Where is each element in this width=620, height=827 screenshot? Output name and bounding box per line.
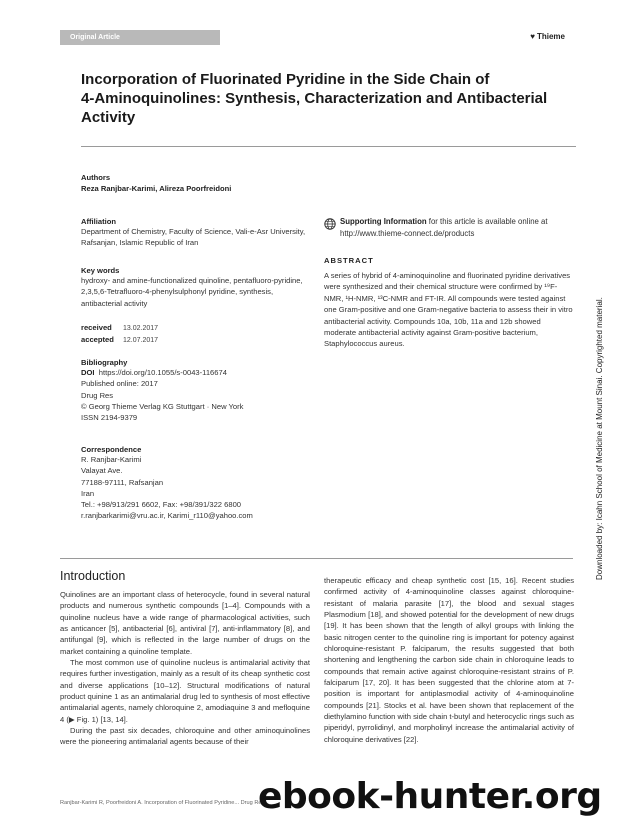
keywords-text: hydroxy- and amine-functionalized quinoline, pentafluoro-pyridine, 2,3,5,6-Tetrafluoro-4-phenylsulphonyl pyridine, synthesis, antibacterial activity: [81, 276, 303, 308]
watermark: ebook-hunter.org: [258, 776, 602, 817]
intro-paragraph: The most common use of quinoline nucleus is antimalarial activity that requires further investigation, mainly as a result of its cheap synthetic cost and diverse applications [10–12]. Structural modifications of natural product quinine 1 as an antimalarial drug led to synthesis of most effective antimalarial agents, namely chloroquine 2, amodiaquine 3 and mefloquine 4 (▶ Fig. 1) [13, 14].: [60, 658, 310, 724]
download-notice: Downloaded by: Icahn School of Medicine at Mount Sinai. Copyrighted material.: [595, 297, 604, 580]
supporting-label: Supporting Information: [340, 217, 427, 226]
affiliation-label: Affiliation: [81, 217, 117, 226]
title-line: Activity: [81, 109, 136, 126]
intro-paragraph: During the past six decades, chloroquine and other aminoquinolines were the pioneering antimalarial agents because of their: [60, 726, 310, 747]
correspondence-line: 77188-97111, Rafsanjan: [81, 477, 164, 487]
thieme-mark-icon: ♥: [530, 32, 535, 41]
authors-label: Authors: [81, 173, 111, 182]
authors-block: [81, 173, 306, 193]
author-names: Reza Ranjbar-Karimi, Alireza Poorfreidoni: [81, 184, 232, 193]
doi-label: DOI: [81, 368, 95, 377]
received-date: 13.02.2017: [123, 325, 159, 332]
received-label: received: [81, 323, 112, 332]
correspondence-line: Iran: [81, 488, 95, 498]
correspondence-block: [81, 445, 306, 522]
article-type-badge: Original Article: [60, 30, 220, 45]
correspondence-line: Tel.: +98/913/291 6602, Fax: +98/391/322 6800: [81, 500, 242, 510]
supporting-information: [340, 216, 570, 239]
title-line: 4-Aminoquinolines: Synthesis, Characterization and Antibacterial: [81, 90, 548, 107]
published-date: Published online: 2017: [81, 379, 158, 389]
intro-column-right: [324, 575, 574, 745]
intro-column-left: [60, 589, 310, 748]
accepted-label: accepted: [81, 335, 114, 345]
divider: [81, 146, 576, 147]
intro-paragraph: therapeutic efficacy and cheap synthetic cost [15, 16]. Recent studies confirmed activity of 4-aminoquinoline classes against chloroquine-resistant of malaria parasite [17], the blood and sexual stages Plasmodium [18], and showed potential for the development of new drugs [19]. It has been shown that the length of alkyl groups with linking the basic nitrogen center to the quinoline ring is important for potency against chloroquine-resistant P. falciparum, the results suggested that both shortening and lengthening the carbon side chain in chloroquine leads to compounds that remain active against chloroquine-resistant strains of P. falciparum [17, 20]. It has been suggested that the chlorine atom at 7-position is important for antiplasmodial activity of 4-aminoquinoline compounds [21]. Stocks et al. have been shown that replacement of the diethylamino function with side chain t-butyl and heterocyclic rings such as piperidyl, pyrrolidinyl, and morpholinyl increase the antimalarial activity of chloroquine derivatives [22].: [324, 576, 574, 744]
publisher-logo: [530, 32, 565, 41]
title-line: Incorporation of Fluorinated Pyridine in the Side Chain of: [81, 71, 490, 88]
keywords-block: [81, 266, 306, 309]
publisher-name: Thieme: [536, 32, 565, 41]
bibliography-label: Bibliography: [81, 358, 128, 367]
bibliography-block: [81, 358, 306, 423]
abstract-heading: ABSTRACT: [324, 256, 374, 265]
correspondence-line: R. Ranjbar-Karimi: [81, 455, 142, 464]
correspondence-label: Correspondence: [81, 445, 142, 454]
introduction-heading: Introduction: [60, 569, 126, 583]
doi-link[interactable]: https://doi.org/10.1055/s-0043-116674: [98, 368, 227, 377]
affiliation-block: [81, 217, 306, 249]
globe-icon: [324, 218, 336, 230]
page-footer: Ranjbar-Karimi R, Poorfreidoni A. Incorporation of Fluorinated Pyridine... Drug Res: [60, 800, 265, 806]
copyright: © Georg Thieme Verlag KG Stuttgart · New York: [81, 401, 244, 411]
issn: ISSN 2194-9379: [81, 413, 138, 423]
abstract-text: A series of hybrid of 4-aminoquinoline and fluorinated pyridine derivatives were synthesized and their chemical structure were confirmed by ¹⁹F-NMR, ¹H-NMR, ¹³C-NMR and FT-IR. All compounds were tested against one Gram-positive and one Gram-negative bacteria to assess their in vitro antibacterial activity. Compounds 10a, 10b, 11a and 12b showed moderate antibacterial activity against Gram-positive bacterium, Staphylococcus aureus.: [324, 271, 573, 349]
correspondence-email[interactable]: r.ranjbarkarimi@vru.ac.ir, Karimi_r110@yahoo.com: [81, 511, 253, 521]
intro-paragraph: Quinolines are an important class of heterocycle, found in several natural products and numerous synthetic compounds [1–4]. Compounds with a quinoline nucleus have a wide range of pharmacological activities, such as anticancer [5], antibacterial [6], antiviral [7], anti-inflammatory [8], and antifungal [9], which is reflected in the large number of drugs on the market containing a quinoline template.: [60, 590, 310, 656]
dates-block: [81, 322, 306, 347]
divider: [60, 558, 573, 559]
accepted-date: 12.07.2017: [123, 337, 159, 345]
journal-name: Drug Res: [81, 390, 114, 400]
affiliation-text: Department of Chemistry, Faculty of Science, Vali-e-Asr University, Rafsanjan, Islamic Republic of Iran: [81, 227, 306, 248]
keywords-label: Key words: [81, 266, 120, 275]
supporting-text[interactable]: for this article is available online at http://www.thieme-connect.de/products: [340, 217, 548, 238]
article-title: [81, 70, 551, 127]
correspondence-line: Valayat Ave.: [81, 466, 123, 476]
